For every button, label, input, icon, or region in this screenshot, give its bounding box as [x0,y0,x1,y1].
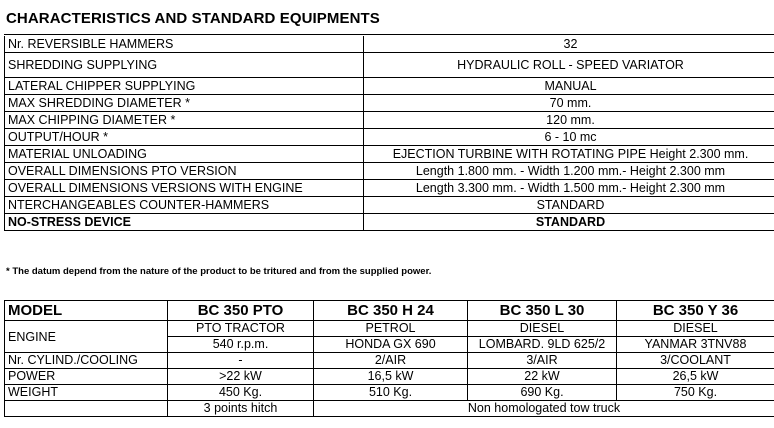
footnote: * The datum depend from the nature of the product to be tritured and from the supplied power. [6,266,432,277]
spec-value: HYDRAULIC ROLL - SPEED VARIATOR [364,53,774,78]
engine-type-h24: PETROL [314,321,468,337]
spec-label: OVERALL DIMENSIONS PTO VERSION [5,163,364,180]
spec-value: STANDARD [364,214,774,231]
model-header-pto: BC 350 PTO [168,301,314,321]
engine-detail-l30: LOMBARD. 9LD 625/2 [468,337,617,353]
engine-detail-h24: HONDA GX 690 [314,337,468,353]
spec-row [5,180,774,197]
spec-row [5,112,774,129]
cell-value: >22 kW [168,369,314,385]
spec-value: EJECTION TURBINE WITH ROTATING PIPE Height 2.300 mm. [364,146,774,163]
engine-detail-pto: 540 r.p.m. [168,337,314,353]
hitch-others: Non homologated tow truck [314,401,774,417]
spec-row [5,129,774,146]
spec-value: STANDARD [364,197,774,214]
spec-value: 120 mm. [364,112,774,129]
spec-label: OVERALL DIMENSIONS VERSIONS WITH ENGINE [5,180,364,197]
model-row-weight [5,385,774,401]
cell-value: 750 Kg. [617,385,774,401]
spec-row [5,78,774,95]
spec-row [5,53,774,78]
models-table [4,300,774,417]
cell-value: 26,5 kW [617,369,774,385]
cell-value: 2/AIR [314,353,468,369]
model-header-l30: BC 350 L 30 [468,301,617,321]
model-row-power [5,369,774,385]
engine-detail-y36: YANMAR 3TNV88 [617,337,774,353]
spec-label: NTERCHANGEABLES COUNTER-HAMMERS [5,197,364,214]
spec-label: MAX CHIPPING DIAMETER * [5,112,364,129]
specifications-table [4,36,774,231]
spec-label: SHREDDING SUPPLYING [5,53,364,78]
cell-value: - [168,353,314,369]
engine-type-pto: PTO TRACTOR [168,321,314,337]
spec-value: 70 mm. [364,95,774,112]
cell-value: 3/AIR [468,353,617,369]
spec-label: NO-STRESS DEVICE [5,214,364,231]
cell-value: 690 Kg. [468,385,617,401]
hitch-pto: 3 points hitch [168,401,314,417]
spec-label: MAX SHREDDING DIAMETER * [5,95,364,112]
spec-label: MATERIAL UNLOADING [5,146,364,163]
row-label: WEIGHT [5,385,168,401]
spec-label: Nr. REVERSIBLE HAMMERS [5,36,364,53]
engine-label: ENGINE [5,321,168,353]
row-label: Nr. CYLIND./COOLING [5,353,168,369]
model-row-hitch [5,401,774,417]
spec-row [5,197,774,214]
spec-value: 32 [364,36,774,53]
title-divider [4,34,774,35]
spec-row [5,95,774,112]
spec-label: OUTPUT/HOUR * [5,129,364,146]
row-label-empty [5,401,168,417]
cell-value: 510 Kg. [314,385,468,401]
spec-row [5,163,774,180]
cell-value: 3/COOLANT [617,353,774,369]
model-header-label: MODEL [5,301,168,321]
spec-value: Length 3.300 mm. - Width 1.500 mm.- Height 2.300 mm [364,180,774,197]
spec-value: Length 1.800 mm. - Width 1.200 mm.- Height 2.300 mm [364,163,774,180]
engine-type-l30: DIESEL [468,321,617,337]
spec-row [5,214,774,231]
model-row-cylinders [5,353,774,369]
engine-type-y36: DIESEL [617,321,774,337]
models-header-row [5,301,774,321]
row-label: POWER [5,369,168,385]
cell-value: 16,5 kW [314,369,468,385]
cell-value: 450 Kg. [168,385,314,401]
cell-value: 22 kW [468,369,617,385]
engine-type-row [5,321,774,337]
spec-value: 6 - 10 mc [364,129,774,146]
spec-value: MANUAL [364,78,774,95]
spec-label: LATERAL CHIPPER SUPPLYING [5,78,364,95]
model-header-h24: BC 350 H 24 [314,301,468,321]
spec-row [5,146,774,163]
model-header-y36: BC 350 Y 36 [617,301,774,321]
page-title: CHARACTERISTICS AND STANDARD EQUIPMENTS [6,10,380,27]
spec-row [5,36,774,53]
